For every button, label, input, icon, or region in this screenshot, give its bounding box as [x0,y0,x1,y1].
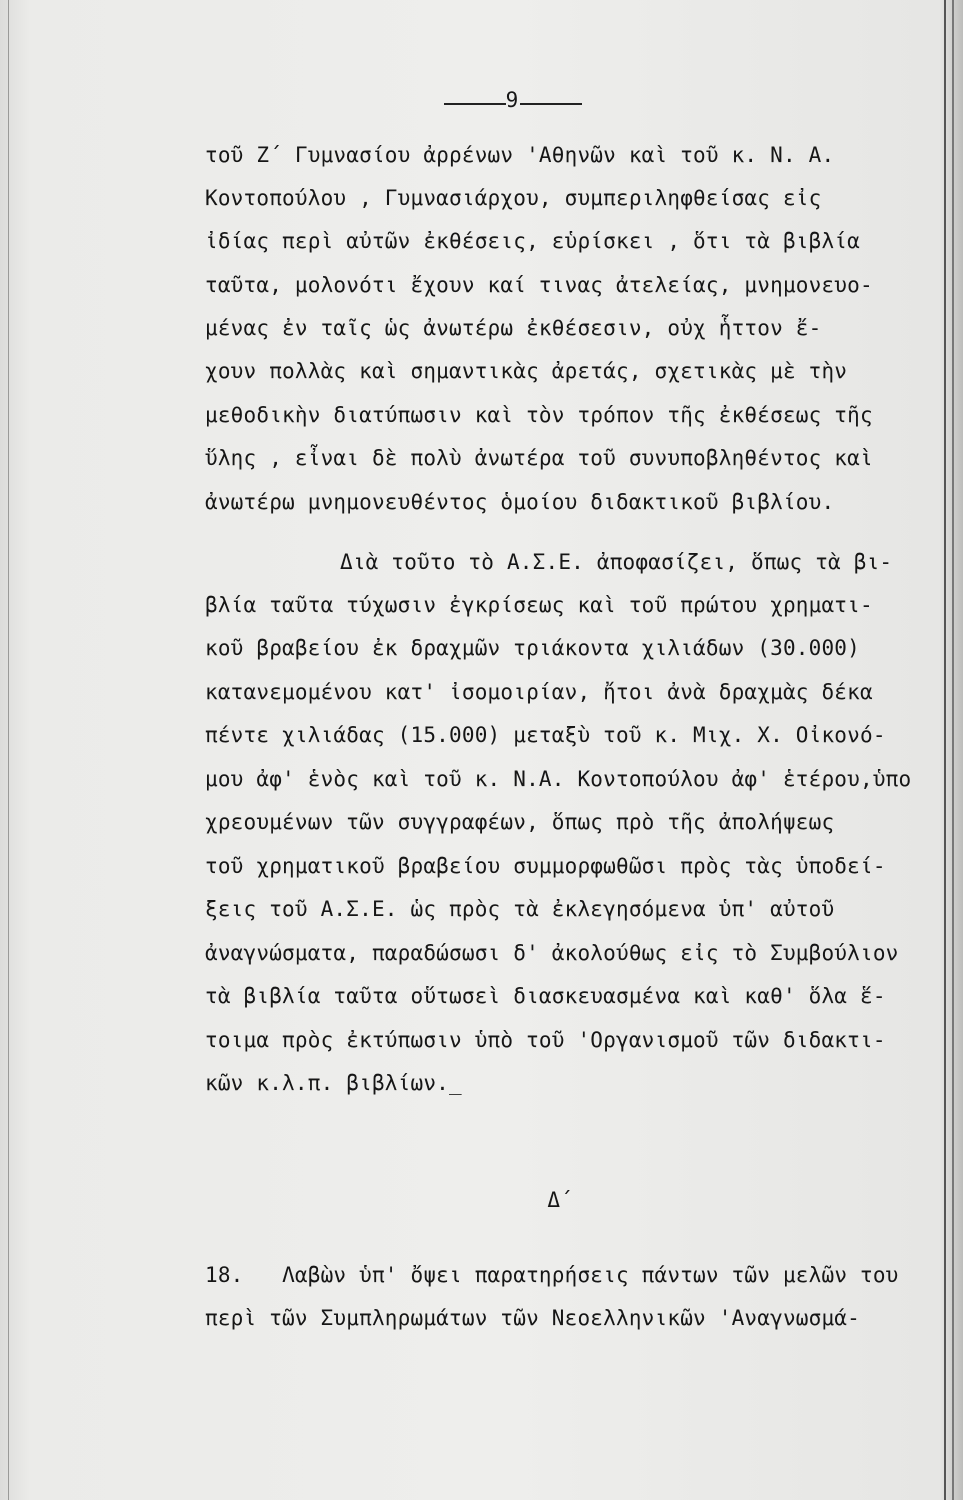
text-line-3: ἰδίας περὶ αὐτῶν ἐκθέσεις, εὑρίσκει , ὅτι τὰ βιβλία [205,229,860,253]
item-number: 18. [205,1263,244,1287]
text-line-16: χρεουμένων τῶν συγγραφέων, ὅπως πρὸ τῆς ἀπολήψεως [205,810,835,834]
page-number: 9 [418,88,608,112]
text-line-6: χουν πολλὰς καὶ σημαντικὰς ἀρετάς, σχετικὰς μὲ τὴν [205,359,848,383]
text-line-18: ξεις τοῦ Α.Σ.Ε. ὡς πρὸς τὰ ἐκλεγησόμενα ὑπ' αὐτοῦ [205,897,835,921]
text-line-9: ἀνωτέρω μνημονευθέντος ὁμοίου διδακτικοῦ βιβλίου. [205,490,835,514]
text-line-17: τοῦ χρηματικοῦ βραβείου συμμορφωθῶσι πρὸς τὰς ὑποδεί- [205,854,886,878]
text-line-13: κατανεμομένου κατ' ἰσομοιρίαν, ἤτοι ἀνὰ δραχμὰς δέκα [205,680,873,704]
text-line-4: ταῦτα, μολονότι ἔχουν καί τινας ἀτελείας, μνημονευο- [205,273,873,297]
item-line-2: περὶ τῶν Συμπληρωμάτων τῶν Νεοελληνικῶν 'Αναγνωσμά- [205,1306,860,1330]
text-line-20: τὰ βιβλία ταῦτα οὕτωσεὶ διασκευασμένα καὶ καθ' ὅλα ἕ- [205,984,886,1008]
text-line-7: μεθοδικὴν διατύπωσιν καὶ τὸν τρόπον τῆς ἐκθέσεως τῆς [205,403,873,427]
text-line-2: Κοντοπούλου , Γυμνασιάρχου, συμπεριληφθείσας εἰς [205,186,822,210]
text-line-21: τοιμα πρὸς ἐκτύπωσιν ὑπὸ τοῦ 'Οργανισμοῦ τῶν διδακτι- [205,1028,886,1052]
text-line-22: κῶν κ.λ.π. βιβλίων._ [205,1071,462,1095]
text-line-5: μένας ἐν ταῖς ὡς ἀνωτέρω ἐκθέσεσιν, οὐχ ἧττον ἔ- [205,316,822,340]
right-page-edge [944,0,946,1500]
text-line-19: ἀναγνώσματα, παραδώσωσι δ' ἀκολούθως εἰς τὸ Συμβούλιον [205,941,899,965]
text-line-12: κοῦ βραβείου ἐκ δραχμῶν τριάκοντα χιλιάδων (30.000) [205,636,860,660]
text-line-8: ὕλης , εἶναι δὲ πολὺ ἀνωτέρα τοῦ συνυποβληθέντος καὶ [205,446,873,470]
text-line-11: βλία ταῦτα τύχωσιν ἐγκρίσεως καὶ τοῦ πρώτου χρηματι- [205,593,873,617]
text-line-14: πέντε χιλιάδας (15.000) μεταξὺ τοῦ κ. Μιχ. Χ. Οἰκονό- [205,723,886,747]
left-page-edge [8,0,9,1500]
text-line-1: τοῦ Ζ΄ Γυμνασίου ἀρρένων 'Αθηνῶν καὶ τοῦ κ. Ν. Α. [205,143,835,167]
right-page-edge-shadow [952,0,954,1500]
text-line-10: Διὰ τοῦτο τὸ Α.Σ.Ε. ἀποφασίζει, ὅπως τὰ βι- [340,550,893,574]
section-mark: Δ΄ [547,1188,573,1212]
item-line-1: 18. Λαβὼν ὑπ' ὄψει παρατηρήσεις πάντων τῶν μελῶν του [205,1263,899,1287]
text-line-15: μου ἀφ' ἑνὸς καὶ τοῦ κ. Ν.Α. Κοντοπούλου ἀφ' ἑτέρου,ὑπο [205,767,912,791]
